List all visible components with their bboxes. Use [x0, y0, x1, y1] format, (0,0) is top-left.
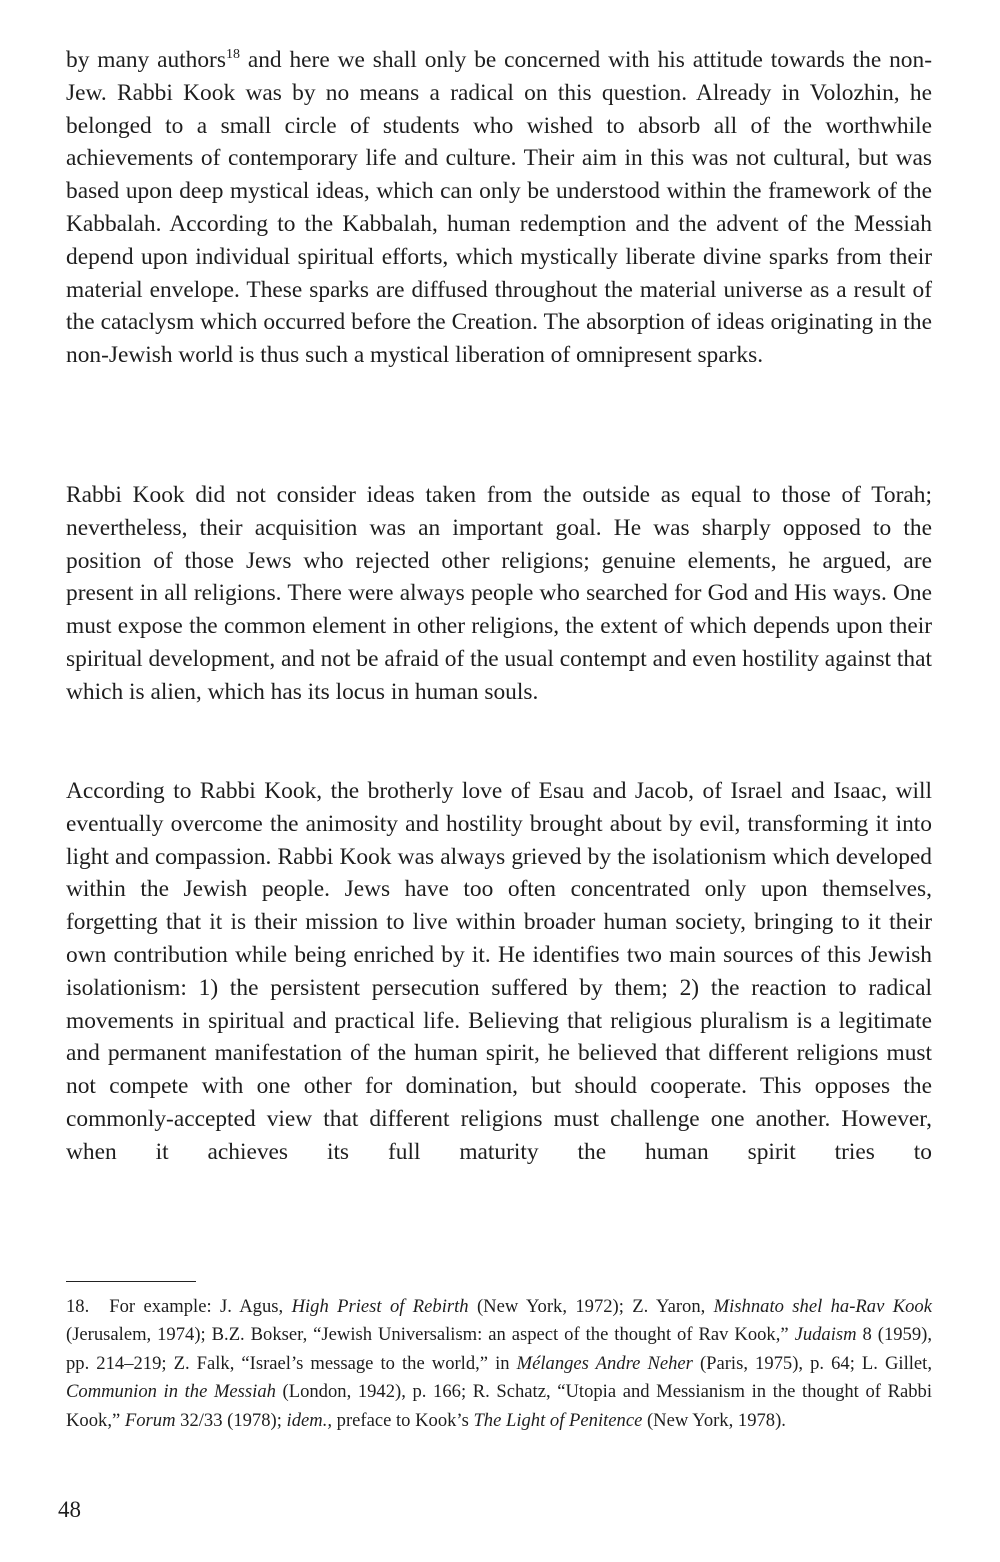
- footnote-text: For example: J. Agus,: [109, 1296, 292, 1317]
- footnote-citation-title: idem.,: [286, 1409, 332, 1431]
- footnote-citation-title: High Priest of Rebirth: [291, 1296, 469, 1317]
- footnote-text: preface to Kook’s: [332, 1409, 474, 1431]
- paragraph-2: Rabbi Kook did not consider ideas taken from the outside as equal to those of Torah; nevertheless, their acquisition was an important goal. He was sharply opposed to the position of those Jews who rejected other religions; genuine elements, he argued, are present in all religions. There were always people who searched for God and His ways. One must expose the common element in other religions, the extent of which depends upon their spiritual development, and not be afraid of the usual contempt and even hostility against that which is alien, which has its locus in human souls.: [66, 482, 932, 705]
- footnote-citation-title: The Light of Penitence: [473, 1409, 643, 1431]
- paragraph-1-text-rest: and here we shall only be concerned with his attitude towards the non-Jew. Rabbi Kook was by no means a radical on this question. Already in Volozhin, he belonged to a small circle of students who wished to absorb all of the worthwhile achievements of contemporary life and culture. Their aim in this was not cultural, but was based upon deep mystical ideas, which can only be understood within the framework of the Kabbalah. According to the Kabbalah, human redemption and the advent of the Messiah depend upon individual spiritual efforts, which mystically liberate divine sparks from their material envelope. These sparks are diffused throughout the material universe as a result of the cataclysm which occurred before the Creation. The absorption of ideas originating in the non-Jewish world is thus such a mystical liberation of omnipresent sparks.: [66, 47, 932, 369]
- footnote-18: [66, 1293, 932, 1435]
- footnote-citation-title: Mélanges Andre Neher: [516, 1352, 693, 1374]
- footnote-text: (Paris, 1975), p. 64; L. Gillet,: [692, 1352, 932, 1374]
- footnote-citation-title: Mishnato shel ha-Rav Kook: [713, 1296, 932, 1317]
- footnote-text: 8 (1959), pp. 214–219; Z. Falk, “Israel’s message to the world,” in: [66, 1324, 932, 1374]
- footnote-separator: [66, 1281, 196, 1282]
- paragraph-3: According to Rabbi Kook, the brotherly love of Esau and Jacob, of Israel and Isaac, will eventually overcome the animosity and hostility brought about by evil, transforming it into light and compassion. Rabbi Kook was always grieved by the isolationism which developed within the Jewish people. Jews have too often concentrated only upon themselves, forgetting that it is their mission to live within broader human society, bringing to it their own contribution while being enriched by it. He identifies two main sources of this Jewish isolationism: 1) the persistent persecution suffered by them; 2) the reaction to radical movements in spiritual and practical life. Believing that religious pluralism is a legitimate and permanent manifestation of the human spirit, he believed that different religions must not compete with one other for domination, but should cooperate. This opposes the commonly-accepted view that different religions must challenge one another. However, when it achieves its full maturity the human spirit tries to: [66, 778, 932, 1165]
- paragraph-1-text-start: by many authors: [66, 47, 226, 73]
- footnote-text: (New York, 1978).: [642, 1409, 786, 1431]
- footnote-citation-title: Communion in the Messiah: [66, 1381, 276, 1403]
- footnote-text: (London, 1942), p. 166; R. Schatz, “Utopia and Messianism in the thought of Rabbi Kook,”: [66, 1381, 932, 1431]
- paragraph-1: [66, 44, 932, 372]
- footnote-text: (New York, 1972); Z. Yaron,: [468, 1296, 714, 1317]
- footnote-text: 32/33 (1978);: [175, 1409, 287, 1431]
- page-number: 48: [58, 1497, 81, 1522]
- footnote-text: (Jerusalem, 1974); B.Z. Bokser, “Jewish Universalism: an aspect of the thought of Rav Kook,”: [66, 1324, 795, 1346]
- footnote-number: 18.: [66, 1296, 90, 1317]
- footnote-citation-title: Judaism: [794, 1324, 857, 1346]
- footnote-citation-title: Forum: [124, 1409, 176, 1431]
- footnote-reference-18[interactable]: 18: [225, 47, 240, 63]
